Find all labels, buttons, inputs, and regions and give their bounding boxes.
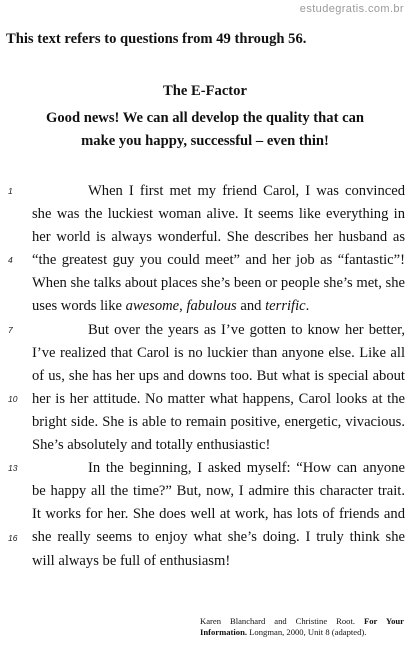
site-watermark: estudegratis.com.br xyxy=(299,3,404,15)
source-work: For Your Information. xyxy=(200,616,404,637)
text-subtitle: Good news! We can all develop the quality that can make you happy, successful – even thin! xyxy=(46,110,364,149)
line-number-16: 16 xyxy=(8,532,18,543)
line-number-13: 13 xyxy=(8,463,18,474)
source-publisher: Longman, 2000, Unit 8 (adapted). xyxy=(249,627,367,637)
intro-instruction: This text refers to questions from 49 through 56. xyxy=(6,31,307,47)
line-number-10: 10 xyxy=(8,393,18,404)
paragraph-2: But over the years as I’ve gotten to know her better, I’ve realized that Carol is no luckier than anyone else. Like all of us, she has her ups and downs too. But what is special about her is her attitude. No matter what happens, Carol looks at the bright side. She is able to remain positive, energetic, vivacious. She’s absolutely and totally enthusiastic! xyxy=(32,321,405,454)
paragraph-3: In the beginning, I asked myself: “How can anyone be happy all the time?” But, now, I admire this character trait. It works for her. She does well at work, has lots of friends and she really seems to enjoy what she’s doing. I truly think she will always be full of enthusiasm! xyxy=(32,460,405,569)
emphasis-awesome: awesome xyxy=(125,298,180,315)
source-authors: Karen Blanchard and Christine Root. xyxy=(200,616,355,626)
paragraph-1: When I first met my friend Carol, I was convinced she was the luckiest woman alive. It seems like everything in her world is always wonderful. She describes her husband as “the greatest guy you could meet” and her job as “fantastic”! When she talks about places she’s been or people she’s met, she uses words like awesome, fabulous and terrific. xyxy=(32,183,405,315)
emphasis-fabulous: fabulous xyxy=(186,298,237,315)
line-number-1: 1 xyxy=(8,186,13,196)
text-title: The E-Factor xyxy=(163,83,247,99)
article-body xyxy=(32,180,405,573)
source-citation xyxy=(200,616,404,638)
line-number-4: 4 xyxy=(8,255,13,266)
line-number-7: 7 xyxy=(8,324,13,335)
emphasis-terrific: terrific xyxy=(265,298,306,315)
paragraph-1-text: When I first met my friend Carol, I was convinced she was the luckiest woman alive. It seems like everything in her world is always wonderful. She describes her husband as “the greatest guy you could meet” and her job as “fantastic”! When she talks about places she’s been or people she’s met, she uses words like xyxy=(32,183,405,315)
